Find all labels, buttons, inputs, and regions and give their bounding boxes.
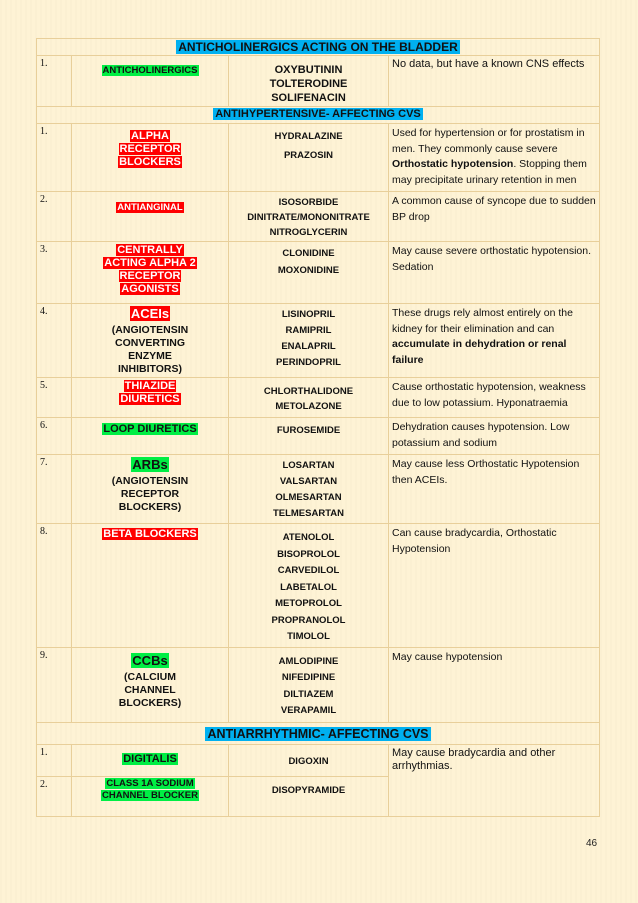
drug-class-label: BETA BLOCKERS (103, 528, 197, 540)
drug-name: LOSARTAN (282, 460, 335, 471)
drug-name: LISINOPRIL (281, 309, 336, 320)
table-row (37, 455, 600, 524)
table-row (37, 304, 600, 378)
drug-name: RAMIPRIL (285, 325, 332, 336)
row-number: 2. (37, 192, 72, 242)
drug-name: LABETALOL (280, 581, 337, 593)
section-title-antihypertensive: ANTIHYPERTENSIVE- AFFECTING CVS (215, 108, 421, 120)
row-number: 3. (37, 242, 72, 304)
drug-name: BISOPROLOL (277, 548, 340, 560)
table-row (37, 378, 600, 418)
drug-class-subtitle: (ANGIOTENSIN CONVERTING ENZYME INHIBITORS) (111, 324, 189, 375)
drug-class-label: ANTICHOLINERGICS (102, 65, 198, 76)
drug-class-label: CCBs (132, 652, 168, 668)
drug-list (229, 378, 389, 418)
effect-note: May cause severe orthostatic hypotension. Sedation (389, 242, 600, 304)
drug-class-label: LOOP DIURETICS (103, 423, 197, 435)
drug-name: HYDRALAZINE (274, 131, 343, 142)
drug-class-subtitle: (ANGIOTENSIN RECEPTOR BLOCKERS) (111, 475, 189, 513)
drug-name: CLONIDINE (282, 248, 335, 259)
drug-list (229, 304, 389, 378)
row-number: 1. (37, 744, 72, 776)
drug-name: PERINDOPRIL (276, 357, 341, 368)
row-number: 4. (37, 304, 72, 378)
drug-list (229, 124, 389, 192)
table-row (37, 242, 600, 304)
drug-list (229, 192, 389, 242)
effect-note: May cause less Orthostatic Hypotension then ACEIs. (389, 455, 600, 524)
effect-note: Cause orthostatic hypotension, weakness due to low potassium. Hyponatraemia (389, 378, 600, 418)
drug-class-label: CENTRALLY ACTING ALPHA 2 RECEPTOR AGONISTS (104, 244, 196, 295)
drug-name: CARVEDILOL (277, 565, 340, 576)
effect-note: May cause bradycardia and other arrhythmias. (389, 744, 600, 816)
effect-note: Can cause bradycardia, Orthostatic Hypotension (389, 524, 600, 648)
drug-name: AMLODIPINE (278, 655, 339, 667)
effect-note: These drugs rely almost entirely on the kidney for their elimination and can accumulate in dehydration or renal failure (389, 304, 600, 378)
effect-note: Dehydration causes hypotension. Low potassium and sodium (389, 418, 600, 455)
drug-name: DIGOXIN (288, 755, 329, 767)
effect-note: May cause hypotension (389, 647, 600, 722)
drug-list (229, 776, 389, 816)
drug-class-label: ANTIANGINAL (117, 202, 183, 213)
drug-class-label: DIGITALIS (123, 752, 177, 765)
row-number: 2. (37, 776, 72, 816)
table-row (37, 744, 600, 776)
row-number: 9. (37, 647, 72, 722)
drug-list (229, 418, 389, 455)
drug-list (229, 524, 389, 648)
drug-name: NIFEDIPINE (281, 672, 336, 683)
row-number: 6. (37, 418, 72, 455)
drug-name: PROPRANOLOL (271, 614, 346, 626)
row-number: 8. (37, 524, 72, 648)
table-row (37, 524, 600, 648)
section-header-row (37, 39, 600, 56)
row-number: 7. (37, 455, 72, 524)
row-number: 1. (37, 124, 72, 192)
drug-name: FUROSEMIDE (276, 425, 341, 436)
drug-name: DISOPYRAMIDE (271, 784, 346, 796)
row-number: 5. (37, 378, 72, 418)
table-row (37, 192, 600, 242)
drug-list (229, 647, 389, 722)
drug-name: VALSARTAN (279, 476, 338, 487)
section-title-bladder: ANTICHOLINERGICS ACTING ON THE BLADDER (178, 40, 458, 54)
row-number: 1. (37, 56, 72, 107)
drug-table (36, 38, 600, 817)
table-row (37, 647, 600, 722)
drug-list (229, 242, 389, 304)
drug-name: TELMESARTAN (272, 508, 345, 519)
drug-list (229, 56, 389, 107)
drug-name: TOLTERODINE (269, 78, 348, 90)
drug-name: ISOSORBIDE (278, 197, 339, 208)
drug-class-label: THIAZIDE DIURETICS (120, 380, 180, 405)
effect-note: No data, but have a known CNS effects (389, 56, 600, 107)
drug-name: ENALAPRIL (281, 341, 336, 352)
drug-class-subtitle: (CALCIUM CHANNEL BLOCKERS) (118, 670, 182, 709)
effect-note: Used for hypertension or for prostatism in men. They commonly cause severe Orthostatic hypotension. Stopping them may precipitate urinary retention in men (389, 124, 600, 192)
table-row (37, 56, 600, 107)
drug-class-label: ALPHA RECEPTOR BLOCKERS (119, 130, 181, 168)
drug-list (229, 744, 389, 776)
table-row (37, 418, 600, 455)
table-row (37, 124, 600, 192)
drug-name: DILTIAZEM (283, 688, 334, 700)
effect-note: A common cause of syncope due to sudden BP drop (389, 192, 600, 242)
drug-name: MOXONIDINE (277, 265, 340, 276)
drug-name: DINITRATE/MONONITRATE (247, 212, 370, 223)
drug-name: PRAZOSIN (283, 150, 334, 161)
drug-name: METOLAZONE (275, 401, 342, 412)
drug-name: NITROGLYCERIN (269, 227, 348, 238)
section-title-antiarrhythmic: ANTIARRHYTHMIC- AFFECTING CVS (207, 726, 429, 741)
drug-name: ATENOLOL (282, 532, 335, 543)
drug-name: VERAPAMIL (280, 705, 337, 716)
page-number: 46 (586, 838, 598, 849)
drug-class-label: ACEIs (130, 306, 170, 321)
drug-name: TIMOLOL (287, 631, 330, 642)
drug-list (229, 455, 389, 524)
drug-name: OLMESARTAN (275, 492, 342, 503)
drug-name: OXYBUTININ (274, 64, 343, 76)
section-header-row (37, 722, 600, 744)
drug-name: METOPROLOL (275, 598, 342, 609)
section-header-row (37, 107, 600, 124)
drug-class-label: ARBs (132, 457, 168, 472)
drug-class-label: CLASS 1A SODIUM CHANNEL BLOCKER (102, 777, 198, 801)
drug-name: SOLIFENACIN (271, 92, 346, 104)
drug-name: CHLORTHALIDONE (263, 386, 354, 397)
